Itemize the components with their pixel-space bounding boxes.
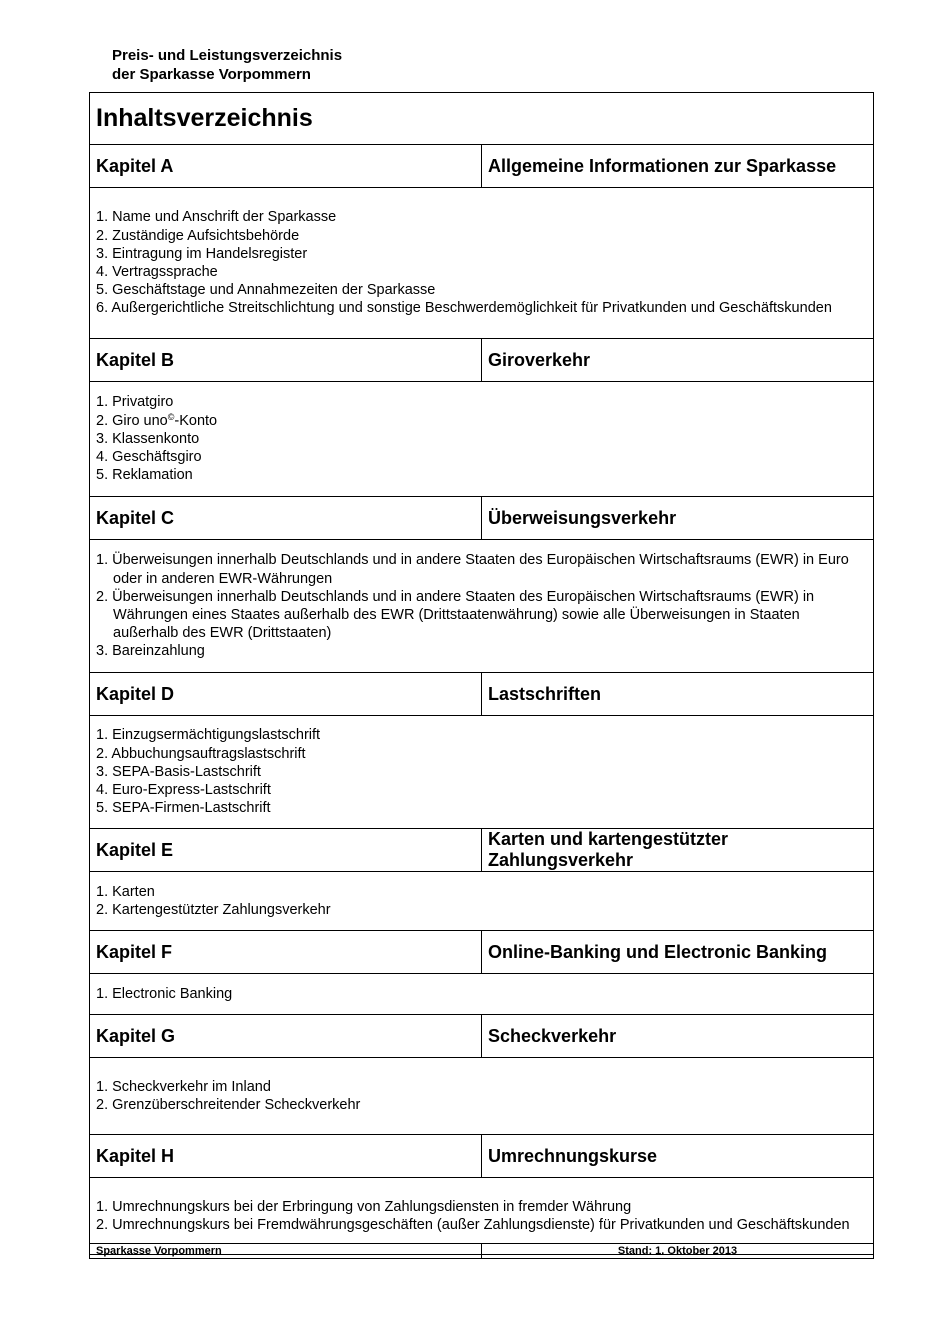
chapter-title: Lastschriften [482,673,874,716]
chapter-header-row [90,931,874,974]
copyright-mark: © [167,411,175,422]
chapter-items-row [90,540,874,673]
chapter-header-row [90,673,874,716]
toc-item-text: 2. Zuständige Aufsichtsbehörde [96,227,300,244]
chapter-items-row [90,188,874,339]
toc-item [96,227,867,245]
toc-item-text: 3. Bareinzahlung [96,643,205,660]
toc-item-text: 2. Abbuchungsauftragslastschrift [96,745,306,762]
footer-left: Sparkasse Vorpommern [90,1244,482,1259]
toc-item-text: 4. Geschäftsgiro [96,449,202,466]
chapter-items-row [90,382,874,497]
toc-title-row [90,93,874,145]
toc-item-text: 1. Scheckverkehr im Inland [96,1078,271,1095]
chapter-title: Online-Banking und Electronic Banking [482,931,874,974]
header-line-1: Preis- und Leistungsverzeichnis [112,47,343,64]
chapter-items [90,872,874,931]
toc-item-text: 1. Umrechnungskurs bei der Erbringung von Zahlungsdiensten in fremder Währung [96,1198,632,1215]
toc-item-text: 1. Name und Anschrift der Sparkasse [96,209,337,226]
toc-item-text: 1. Karten [96,883,155,900]
toc-item-text: 6. Außergerichtliche Streitschlichtung und sonstige Beschwerdemöglichkeit für Privatkunden und Geschäftskunden [96,300,832,317]
chapter-title: Überweisungsverkehr [482,497,874,540]
toc-item-text: 1. Einzugsermächtigungslastschrift [96,727,321,744]
header-line-2: der Sparkasse Vorpommern [112,66,311,83]
toc-title: Inhaltsverzeichnis [90,93,874,145]
chapter-header-row [90,497,874,540]
toc-item [96,985,867,1003]
chapter-header-row [90,339,874,382]
toc-item [96,642,867,660]
chapter-header-row [90,829,874,872]
chapter-items [90,716,874,829]
chapter-label: Kapitel D [90,673,482,716]
chapter-title: Umrechnungskurse [482,1135,874,1178]
toc-table [89,92,874,1255]
toc-item [96,430,867,448]
toc-item [96,745,867,763]
toc-item-text: 4. Euro-Express-Lastschrift [96,782,271,799]
chapter-items-row [90,974,874,1015]
toc-item [96,281,867,299]
chapter-items [90,540,874,673]
toc-item [96,393,867,411]
chapter-label: Kapitel A [90,145,482,188]
chapter-title: Allgemeine Informationen zur Sparkasse [482,145,874,188]
chapter-title: Scheckverkehr [482,1015,874,1058]
toc-item [96,448,867,466]
chapter-title: Karten und kartengestützter Zahlungsverkehr [482,829,874,872]
chapter-items [90,974,874,1015]
toc-item-text: 2. Überweisungen innerhalb Deutschlands und in andere Staaten des Europäischen Wirtschaftsraums (EWR) in Währungen eines Staates außerhalb des EWR (Drittstaatenwährung) sowie alle Überweisungen in Staaten außerhalb des EWR (Drittstaaten) [96,588,815,642]
footer-right: Stand: 1. Oktober 2013 [482,1244,874,1259]
chapter-items [90,1058,874,1135]
toc-item-text: 1. Privatgiro [96,394,174,411]
chapter-label: Kapitel H [90,1135,482,1178]
toc-item [96,588,867,643]
toc-item-text: 1. Überweisungen innerhalb Deutschlands und in andere Staaten des Europäischen Wirtschaftsraums (EWR) in Euro oder in anderen EWR-Währungen [96,552,849,587]
toc-item [96,466,867,484]
chapter-item-list [96,551,867,660]
giro-uno-suffix: -Konto [174,412,218,429]
chapter-items-row [90,716,874,829]
chapter-items [90,188,874,339]
toc-item [96,208,867,226]
chapter-header-row [90,145,874,188]
toc-item [96,299,867,317]
toc-item-text: 1. Electronic Banking [96,985,233,1002]
toc-item [96,245,867,263]
toc-item-text: 3. SEPA-Basis-Lastschrift [96,763,261,780]
toc-item [96,763,867,781]
chapter-item-list [96,1198,867,1234]
chapter-item-list [96,393,867,484]
chapter-label: Kapitel G [90,1015,482,1058]
chapter-item-list [96,985,867,1003]
document-header [112,46,342,84]
chapter-items-row [90,872,874,931]
toc-item-text: 2. Grenzüberschreitender Scheckverkehr [96,1097,361,1113]
toc-item-text: 3. Klassenkonto [96,430,200,447]
toc-item [96,412,867,430]
chapter-item-list [96,726,867,817]
toc-item-text: 5. Reklamation [96,467,193,484]
toc-item [96,799,867,817]
toc-item-text: 5. SEPA-Firmen-Lastschrift [96,800,271,817]
toc-item [96,1078,867,1096]
chapter-items [90,382,874,497]
toc-item [96,263,867,281]
toc-item [96,1216,867,1234]
chapter-item-list [96,208,867,317]
chapter-title: Giroverkehr [482,339,874,382]
toc-item [96,726,867,744]
toc-item-text: 2. Giro uno [96,412,168,429]
page-footer [89,1243,874,1259]
chapter-label: Kapitel F [90,931,482,974]
toc-item [96,1198,867,1216]
chapter-item-list [96,883,867,919]
chapter-label: Kapitel C [90,497,482,540]
toc-item [96,1096,867,1114]
chapter-label: Kapitel E [90,829,482,872]
toc-item-text: 4. Vertragssprache [96,264,218,280]
toc-item [96,883,867,901]
toc-item-text: 2. Umrechnungskurs bei Fremdwährungsgeschäften (außer Zahlungsdienste) für Privatkunden und Geschäftskunden [96,1217,850,1233]
chapter-items-row [90,1058,874,1135]
chapter-item-list [96,1078,867,1114]
toc-item-text: 3. Eintragung im Handelsregister [96,245,308,262]
chapter-header-row [90,1135,874,1178]
toc-item-text: 2. Kartengestützter Zahlungsverkehr [96,902,331,918]
chapter-label: Kapitel B [90,339,482,382]
toc-item [96,781,867,799]
toc-item [96,901,867,919]
toc-item-text: 5. Geschäftstage und Annahmezeiten der Sparkasse [96,282,436,299]
chapter-header-row [90,1015,874,1058]
toc-item [96,551,867,587]
